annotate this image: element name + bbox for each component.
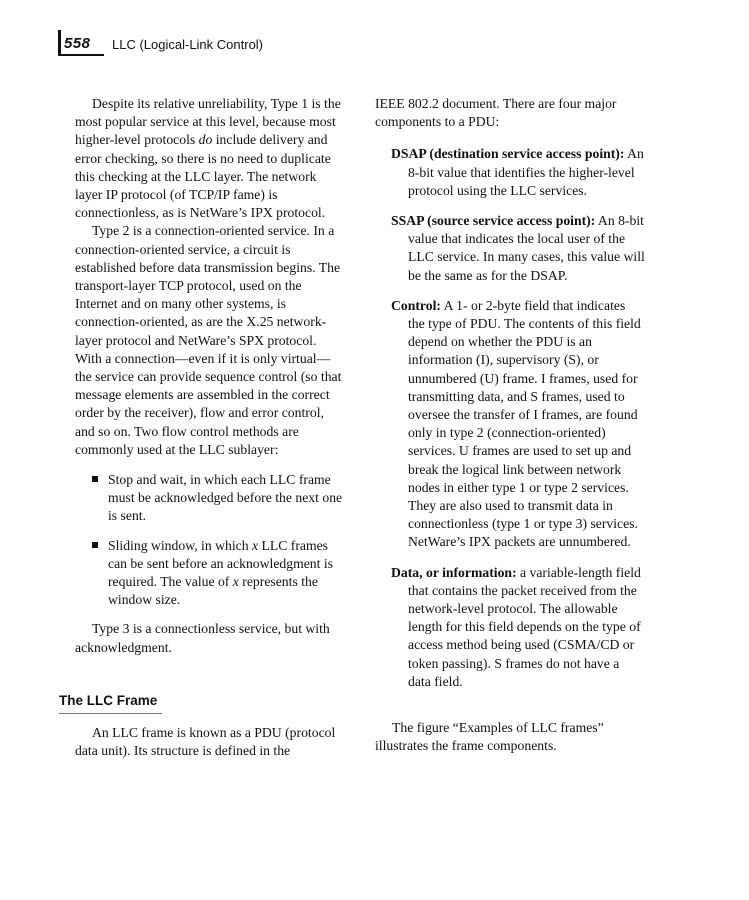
definition-ssap	[375, 212, 645, 285]
definition-text: A 1- or 2-byte field that indicates the type of PDU. The contents of this field depend on whether the PDU is an information (I), supervisory (S), or unnumbered (U) frame. I frames, used for transmitting data, and S frames, used to oversee the transfer of I frames, are found only in type 2 (connection-oriented) services. U frames are used to set up and break the logical link between network nodes in either type 1 or type 2 services. They are also used to transmit data in connectionless (type 1 or type 3) services. NetWare’s IPX packets are unnumbered.	[408, 297, 641, 550]
definition-dsap	[375, 145, 645, 200]
paragraph-type2: Type 2 is a connection-oriented service. In a connection-oriented service, a circuit is established before data transmission begins. The transport-layer TCP protocol, used on the Internet and on many other systems, is connection-oriented, as are the X.25 network-layer protocol and NetWare’s SPX protocol. With a connection—even if it is only virtual—the service can provide sequence control (so that message elements are assembled in the correct order by the receiver), flow and error control, and so on. Two flow control methods are commonly used at the LLC sublayer:	[75, 223, 342, 457]
definition-term: Control:	[391, 297, 441, 313]
paragraph-type3: Type 3 is a connectionless service, but with acknowledgment.	[75, 621, 330, 655]
paragraph-type1	[75, 95, 345, 222]
square-bullet-icon	[92, 476, 98, 482]
definition-text: An 8-bit value that identifies the higher-level protocol using the LLC services.	[408, 146, 644, 198]
paragraph-llc-frame: An LLC frame is known as a PDU (protocol data unit). Its structure is defined in the	[75, 725, 336, 759]
header-rule-horizontal	[58, 54, 104, 56]
right-column-closing	[375, 719, 655, 755]
definition-term: Data, or information:	[391, 564, 517, 580]
paragraph-text: Despite its relative unreliability, Type 1 is the most popular service at this level, because most higher-level protocols	[75, 96, 341, 148]
right-column	[375, 95, 645, 691]
definition-data	[375, 564, 645, 691]
flow-control-list	[75, 471, 345, 609]
paragraph-text: include delivery and error checking, so there is no need to duplicate this checking at the LLC layer. The network layer IP protocol (of TCP/IP fame) is connectionless, as is NetWare’s IPX protocol.	[75, 132, 331, 221]
emphasis-text: do	[198, 132, 213, 148]
paragraph-pdu-intro: IEEE 802.2 document. There are four major components to a PDU:	[375, 96, 617, 130]
list-item-text: represents the window size.	[108, 574, 318, 608]
definition-text: a variable-length field that contains the packet received from the network-level protocol. The allowable length for this field depends on the type of access method being used (CSMA/CD or token passing). S frames do not have a data field.	[408, 564, 641, 689]
pdu-definitions	[375, 145, 645, 691]
variable-text: x	[232, 574, 239, 590]
paragraph-figure-reference: The figure “Examples of LLC frames” illustrates the frame components.	[375, 720, 604, 754]
variable-text: x	[251, 537, 259, 553]
definition-term: DSAP (destination service access point):	[391, 146, 625, 162]
list-item-text: Sliding window, in which	[108, 537, 252, 553]
page-number: 558	[64, 35, 91, 52]
section-heading: The LLC Frame	[59, 693, 158, 708]
header-rule-vertical	[58, 30, 61, 56]
definition-control	[375, 297, 645, 552]
definition-term: SSAP (source service access point):	[391, 213, 596, 229]
list-item	[75, 537, 345, 610]
running-title: LLC (Logical-Link Control)	[112, 37, 264, 52]
list-item	[75, 471, 345, 526]
left-column	[75, 95, 345, 657]
definition-text: An 8-bit value that indicates the local user of the LLC service. In many cases, this value will be the same as for the DSAP.	[408, 213, 645, 283]
section-heading-underline	[59, 713, 162, 714]
square-bullet-icon	[92, 542, 98, 548]
left-column-continued	[75, 724, 347, 760]
list-item-text: Stop and wait, in which each LLC frame must be acknowledged before the next one is sent.	[108, 472, 343, 524]
list-item-text: LLC frames can be sent before an acknowledgment is required. The value of	[108, 537, 333, 590]
